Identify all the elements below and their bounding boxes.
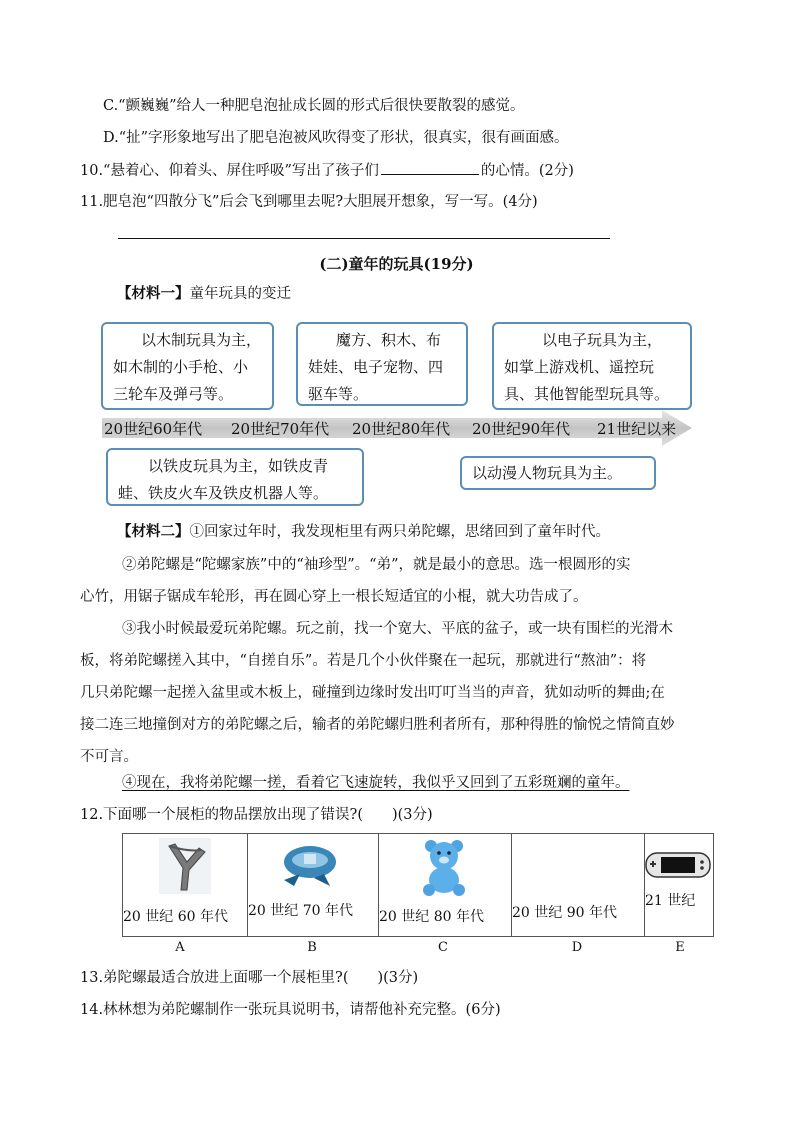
box-text-line: 如木制的小手枪、小 [113,358,249,376]
underlined-phrase: 五彩斑斓的童年。 [513,775,630,791]
shelf-letter: B [307,940,317,955]
timeline-box-21c [492,322,692,410]
material-2-p4 [122,773,630,793]
material-2-p1 [117,522,610,542]
era-label: 20世纪60年代 [104,420,203,438]
era-label: 20世纪70年代 [231,420,330,438]
option-c: C.“颤巍巍”给人一种肥皂泡扯成长圆的形式后很快要散裂的感觉。 [103,98,525,114]
box-text-line: 以电子玩具为主， [542,331,663,349]
timeline-box-80s [296,322,468,406]
box-text-line: 蛙、铁皮火车及铁皮机器人等。 [118,484,329,502]
material-2-p2-cont: 心竹，用锯子锯成车轮形，再在圆心穿上一根长短适宜的小棍，就大功告成了。 [80,589,588,605]
question-14: 14.林林想为弟陀螺制作一张玩具说明书，请帮他补充完整。(6分) [80,1002,501,1018]
shelf-letter: A [175,940,185,955]
material-1-tag: 【材料一】 [117,285,190,302]
box-text-line: 魔方、积木、布 [336,331,442,349]
answer-blank[interactable] [381,160,479,175]
shelf-label: 20 世纪 80 年代 [379,909,484,925]
box-text-line: 如掌上游戏机、遥控玩 [504,358,655,376]
shelf-label: 20 世纪 60 年代 [123,909,228,925]
shelf-letter: E [675,940,685,955]
material-1-heading [117,284,291,304]
shelf-cell-e[interactable] [645,834,713,936]
paragraph-text: ④现在，我将弟陀螺一搓，看着它飞速旋转，我似乎又回到了 [122,775,514,791]
timeline-box-70s [106,448,364,506]
teddy-bear-icon [419,836,469,896]
shelf-cell-c[interactable] [379,834,512,936]
material-2-p3-cont: 板，将弟陀螺搓入其中，“自搓自乐”。若是几个小伙伴聚在一起玩，那就进行“熬油”：将 [80,653,647,669]
material-2-p3-cont: 几只弟陀螺一起搓入盆里或木板上，碰撞到边缘时发出叮叮当当的声音，犹如动听的舞曲;在 [80,685,665,701]
shelf-letter: D [571,940,583,955]
answer-line[interactable] [118,238,610,239]
question-10-tail: 的心情。(2分) [480,163,574,179]
slingshot-icon [159,838,211,894]
material-2-tag: 【材料二】 [117,523,190,540]
shelf-label: 20 世纪 90 年代 [512,905,617,921]
timeline-box-90s [460,456,656,490]
shelf-label: 21 世纪 [645,893,696,909]
material-2-p2: ②弟陀螺是“陀螺家族”中的“袖珍型”。“弟”，就是最小的意思。选一根圆形的实 [122,557,631,573]
box-text-line: 娃娃、电子宠物、四 [308,358,444,376]
paragraph-text: ①回家过年时，我发现柜里有两只弟陀螺，思绪回到了童年时代。 [189,524,610,540]
shelf-cell-a[interactable] [123,834,248,936]
material-2-p3-cont: 接二连三地撞倒对方的弟陀螺之后，输者的弟陀螺归胜利者所有，那种得胜的愉悦之情简直妙 [80,717,675,733]
material-1-title: 童年玩具的变迁 [189,286,291,302]
section-title: (二)童年的玩具(19分) [319,255,474,273]
box-text-line: 以铁皮玩具为主，如铁皮青 [148,457,329,475]
box-text-line: 具、其他智能型玩具等。 [504,385,670,403]
shelf-cell-d[interactable] [512,834,645,936]
option-d: D.“扯”字形象地写出了肥皂泡被风吹得变了形状，很真实，很有画面感。 [103,130,569,146]
question-10 [80,160,574,181]
game-console-icon [645,852,711,878]
question-10-text: 10.“悬着心、仰着头、屏住呼吸”写出了孩子们 [80,163,379,179]
shelf-letter: C [438,940,448,955]
box-text-line: 驱车等。 [308,385,369,403]
era-label: 20世纪80年代 [352,420,451,438]
material-2-p3-cont: 不可言。 [80,749,138,765]
material-2-p3: ③我小时候最爱玩弟陀螺。玩之前，找一个宽大、平底的盆子，或一块有围栏的光滑木 [122,621,673,637]
box-text-line: 以木制玩具为主， [141,331,262,349]
question-13: 13.弟陀螺最适合放进上面哪一个展柜里?( )(3分) [80,970,419,986]
era-label: 21世纪以来 [597,420,677,438]
question-12: 12.下面哪一个展柜的物品摆放出现了错误?( )(3分) [80,807,433,823]
display-shelf [122,833,714,937]
box-text-line: 三轮车及弹弓等。 [113,385,234,403]
era-label: 20世纪90年代 [472,420,571,438]
tin-fish-icon [280,840,342,890]
shelf-label: 20 世纪 70 年代 [248,903,353,919]
box-text-line: 以动漫人物玩具为主。 [472,464,623,482]
question-11: 11.肥皂泡“四散分飞”后会飞到哪里去呢?大胆展开想象，写一写。(4分) [80,194,538,210]
timeline-box-60s [101,322,274,410]
shelf-cell-b[interactable] [248,834,379,936]
